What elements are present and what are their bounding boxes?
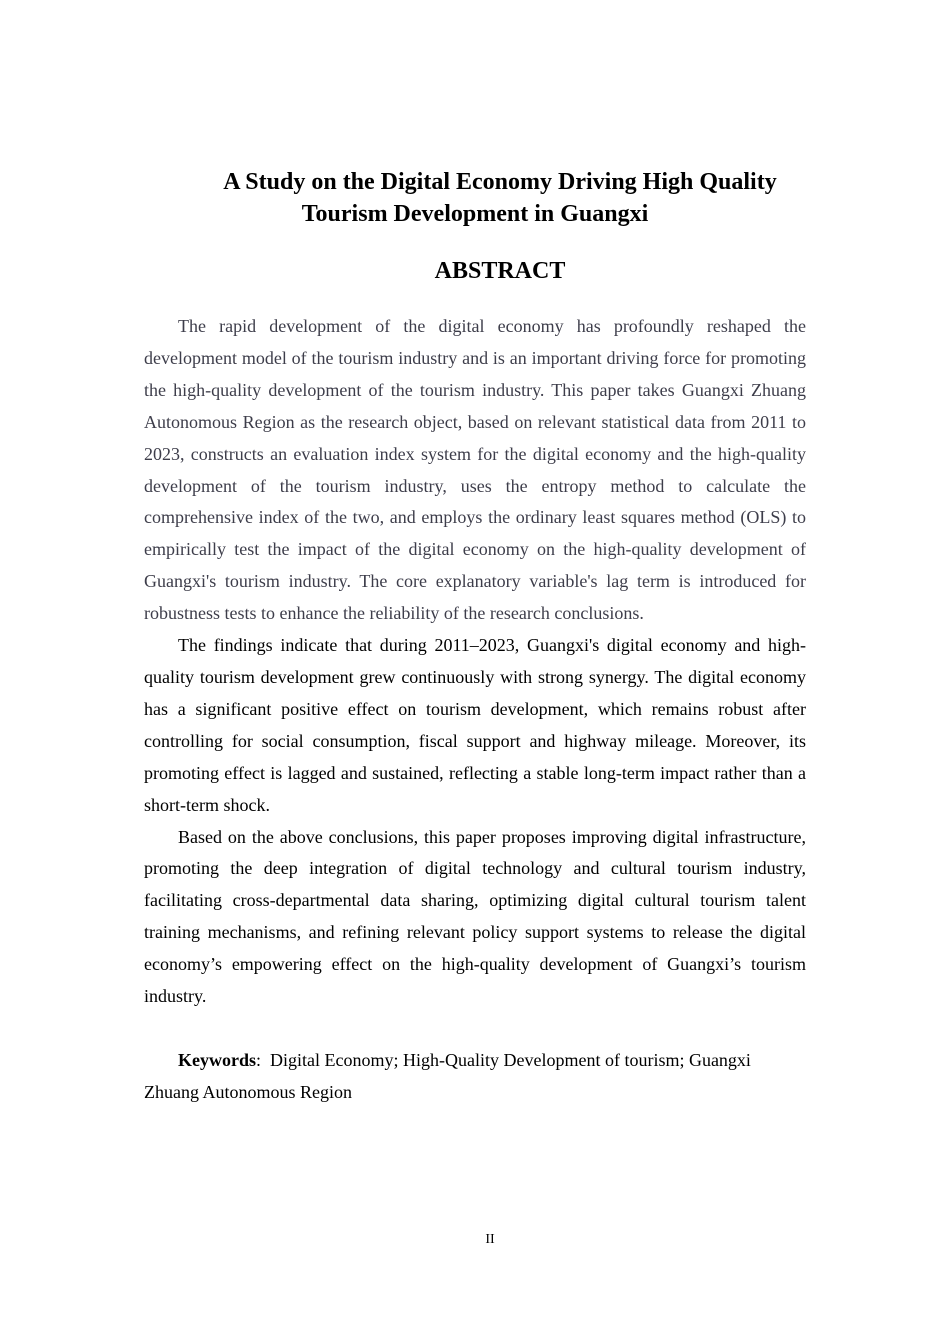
page-number: II [485,1232,495,1247]
paper-title-line-2: Tourism Development in Guangxi [301,201,649,227]
keywords-line [144,1045,806,1109]
keywords-separator: : [256,1049,262,1070]
abstract-heading: ABSTRACT [434,258,566,284]
paper-title [150,166,850,230]
paper-title-line-1: A Study on the Digital Economy Driving High Quality [223,169,777,195]
abstract-paragraph-3: Based on the above conclusions, this paper proposes improving digital infrastructure, promoting the deep integration of digital technology and cultural tourism industry, facilitating cross-departmental data sharing, optimizing digital cultural tourism talent training mechanisms, and refining relevant policy support systems to release the digital economy’s empowering effect on the high-quality development of Guangxi’s tourism industry. [144,826,806,1007]
abstract-paragraph-2: The findings indicate that during 2011–2023, Guangxi's digital economy and high-quality tourism development grew continuously with strong synergy. The digital economy has a significant positive effect on tourism development, which remains robust after controlling for social consumption, fiscal support and highway mileage. Moreover, its promoting effect is lagged and sustained, reflecting a stable long-term impact rather than a short-term shock. [144,635,806,815]
keywords-label: Keywords [178,1049,256,1070]
keywords-text: Digital Economy; High-Quality Development of tourism; Guangxi Zhuang Autonomous Region [144,1049,751,1102]
abstract-paragraph-1: The rapid development of the digital economy has profoundly reshaped the development model of the tourism industry and is an important driving force for promoting the high-quality development of the tourism industry. This paper takes Guangxi Zhuang Autonomous Region as the research object, based on relevant statistical data from 2011 to 2023, constructs an evaluation index system for the digital economy and the high-quality development of the tourism industry, uses the entropy method to calculate the comprehensive index of the two, and employs the ordinary least squares method (OLS) to empirically test the impact of the digital economy on the high-quality development of Guangxi's tourism industry. The core explanatory variable's lag term is introduced for robustness tests to enhance the reliability of the research conclusions. [144,316,806,624]
abstract-body [144,311,806,1109]
